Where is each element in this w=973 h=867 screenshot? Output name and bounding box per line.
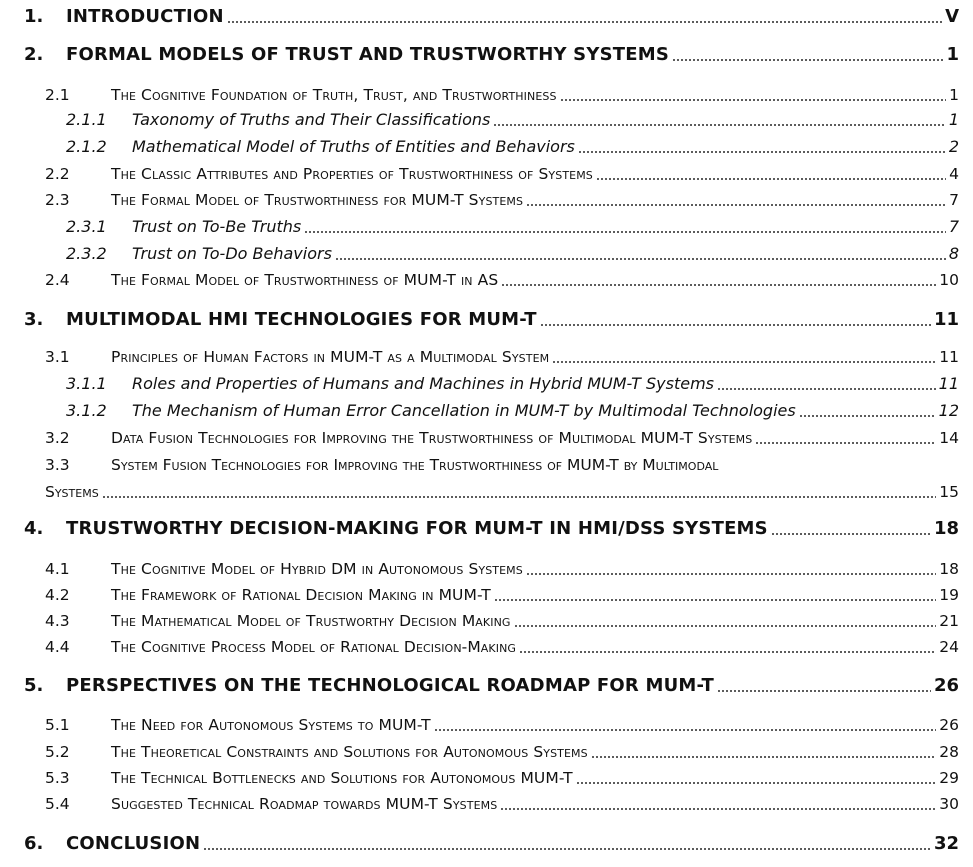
dot-leader <box>493 124 945 126</box>
entry-title: MULTIMODAL HMI TECHNOLOGIES FOR MUM-T <box>66 309 537 330</box>
entry-number: 4.3 <box>45 612 70 630</box>
dot-leader <box>591 756 937 758</box>
entry-number: 4.4 <box>45 638 70 656</box>
toc-entry-6[interactable] <box>24 834 959 854</box>
dot-leader <box>672 59 943 61</box>
entry-number: 3.2 <box>45 429 70 447</box>
toc-entry-3-1[interactable] <box>45 347 959 367</box>
entry-page: 18 <box>939 560 959 578</box>
dot-leader <box>203 848 931 850</box>
entry-number: 4.2 <box>45 586 70 604</box>
toc-entry-2-2[interactable] <box>45 164 959 184</box>
entry-page: 1 <box>946 44 959 65</box>
entry-number: 3.1 <box>45 348 70 366</box>
dot-leader <box>514 625 937 627</box>
toc-entry-5[interactable] <box>24 676 959 696</box>
entry-title: INTRODUCTION <box>66 6 224 27</box>
entry-number: 2.1.1 <box>66 110 107 129</box>
entry-title: FORMAL MODELS OF TRUST AND TRUSTWORTHY SYSTEMS <box>66 44 669 65</box>
entry-title: The Technical Bottlenecks and Solutions for Autonomous MUM-T <box>111 769 573 787</box>
entry-title: The Formal Model of Trustworthiness of MUM-T in AS <box>111 271 499 289</box>
toc-entry-4-3[interactable] <box>45 611 959 631</box>
entry-title: The Cognitive Foundation of Truth, Trust, and Trustworthiness <box>111 86 557 104</box>
entry-number: 5.4 <box>45 795 70 813</box>
entry-title: The Framework of Rational Decision Making in MUM-T <box>111 586 491 604</box>
toc-entry-3[interactable] <box>24 310 959 330</box>
dot-leader <box>526 573 936 575</box>
entry-number: 4.1 <box>45 560 70 578</box>
entry-number: 6. <box>24 833 44 854</box>
dot-leader <box>799 415 936 417</box>
entry-page: 24 <box>939 638 959 656</box>
dot-leader <box>494 599 936 601</box>
entry-page: 10 <box>939 271 959 289</box>
toc-entry-2[interactable] <box>24 45 959 65</box>
entry-page: 21 <box>939 612 959 630</box>
toc-entry-2-1-2[interactable] <box>66 137 959 157</box>
entry-page: 4 <box>949 165 959 183</box>
dot-leader <box>227 21 942 23</box>
dot-leader <box>560 99 947 101</box>
entry-title: The Formal Model of Trustworthiness for MUM-T Systems <box>111 191 524 209</box>
toc-entry-4-2[interactable] <box>45 585 959 605</box>
entry-title: The Classic Attributes and Properties of Trustworthiness of Systems <box>111 165 593 183</box>
toc-entry-3-1-1[interactable] <box>66 374 959 394</box>
entry-number: 1. <box>24 6 44 27</box>
toc-entry-3-2[interactable] <box>45 428 959 448</box>
entry-number: 2.2 <box>45 165 70 183</box>
entry-number: 2.1 <box>45 86 70 104</box>
dot-leader <box>578 151 946 153</box>
entry-page: 30 <box>939 795 959 813</box>
toc-entry-5-2[interactable] <box>45 742 959 762</box>
dot-leader <box>526 204 946 206</box>
entry-title: PERSPECTIVES ON THE TECHNOLOGICAL ROADMAP FOR MUM-T <box>66 675 714 696</box>
entry-number: 2.3.1 <box>66 217 107 236</box>
entry-number: 3.1.1 <box>66 374 107 393</box>
entry-number: 2.1.2 <box>66 137 107 156</box>
entry-number: 4. <box>24 518 44 539</box>
toc-entry-2-1[interactable] <box>45 85 959 105</box>
entry-title: TRUSTWORTHY DECISION-MAKING FOR MUM-T IN HMI/DSS SYSTEMS <box>66 518 768 539</box>
entry-page: 2 <box>948 137 959 156</box>
dot-leader <box>335 258 946 260</box>
entry-page: V <box>945 6 959 27</box>
toc-entry-2-3-1[interactable] <box>66 217 959 237</box>
entry-page: 7 <box>948 217 959 236</box>
entry-page: 12 <box>938 401 959 420</box>
dot-leader <box>304 231 946 233</box>
dot-leader <box>717 388 936 390</box>
entry-page: 28 <box>939 743 959 761</box>
entry-page: 14 <box>939 429 959 447</box>
entry-page: 15 <box>939 483 959 501</box>
entry-title: Principles of Human Factors in MUM-T as a Multimodal System <box>111 348 550 366</box>
entry-page: 11 <box>933 309 959 330</box>
entry-title: Mathematical Model of Truths of Entities and Behaviors <box>132 137 575 156</box>
dot-leader <box>771 533 931 535</box>
dot-leader <box>102 496 937 498</box>
entry-number: 2.4 <box>45 271 70 289</box>
toc-entry-5-1[interactable] <box>45 715 959 735</box>
entry-page: 26 <box>933 675 959 696</box>
entry-page: 1 <box>948 110 959 129</box>
entry-page: 1 <box>949 86 959 104</box>
toc-entry-4-1[interactable] <box>45 559 959 579</box>
entry-title: Taxonomy of Truths and Their Classifications <box>132 110 491 129</box>
toc-entry-5-4[interactable] <box>45 794 959 814</box>
entry-page: 11 <box>938 374 959 393</box>
dot-leader <box>501 284 936 286</box>
toc-entry-4-4[interactable] <box>45 637 959 657</box>
entry-page: 8 <box>948 244 959 263</box>
entry-title: Suggested Technical Roadmap towards MUM-T Systems <box>111 795 498 813</box>
toc-entry-2-4[interactable] <box>45 270 959 290</box>
toc-entry-2-1-1[interactable] <box>66 110 959 130</box>
toc-entry-2-3-2[interactable] <box>66 244 959 264</box>
toc-entry-2-3[interactable] <box>45 190 959 210</box>
entry-title: The Cognitive Process Model of Rational Decision-Making <box>111 638 517 656</box>
entry-title: The Theoretical Constraints and Solutions for Autonomous Systems <box>111 743 588 761</box>
dot-leader <box>434 729 937 731</box>
entry-title: Trust on To-Be Truths <box>132 217 302 236</box>
entry-title: System Fusion Technologies for Improving the Trustworthiness of MUM-T by Multimodal <box>111 456 719 474</box>
entry-number: 2.3 <box>45 191 70 209</box>
dot-leader <box>717 690 931 692</box>
entry-page: 7 <box>949 191 959 209</box>
dot-leader <box>500 808 936 810</box>
dot-leader <box>552 361 936 363</box>
entry-page: 11 <box>939 348 959 366</box>
entry-title: Data Fusion Technologies for Improving the Trustworthiness of Multimodal MUM-T Systems <box>111 429 753 447</box>
entry-page: 19 <box>939 586 959 604</box>
toc-entry-4[interactable] <box>24 519 959 539</box>
entry-number: 5.2 <box>45 743 70 761</box>
entry-number: 5. <box>24 675 44 696</box>
dot-leader <box>596 178 946 180</box>
entry-number: 3.1.2 <box>66 401 107 420</box>
entry-title: The Cognitive Model of Hybrid DM in Autonomous Systems <box>111 560 523 578</box>
entry-page: 29 <box>939 769 959 787</box>
entry-number: 2. <box>24 44 44 65</box>
dot-leader <box>540 324 931 326</box>
entry-title: The Need for Autonomous Systems to MUM-T <box>111 716 431 734</box>
entry-title: The Mathematical Model of Trustworthy Decision Making <box>111 612 511 630</box>
entry-number: 3.3 <box>45 456 70 474</box>
entry-title: Roles and Properties of Humans and Machines in Hybrid MUM-T Systems <box>132 374 714 393</box>
toc-entry-5-3[interactable] <box>45 768 959 788</box>
entry-page: 32 <box>933 833 959 854</box>
dot-leader <box>755 442 936 444</box>
entry-page: 26 <box>939 716 959 734</box>
toc-entry-3-1-2[interactable] <box>66 401 959 421</box>
entry-page: 18 <box>933 518 959 539</box>
toc-entry-3-3[interactable] <box>45 455 959 475</box>
entry-number: 5.1 <box>45 716 70 734</box>
toc-entry-1[interactable] <box>24 7 959 27</box>
entry-title: Trust on To-Do Behaviors <box>132 244 332 263</box>
entry-title-continued: Systems <box>45 483 99 501</box>
toc-entry-3-3-continued[interactable] <box>45 482 959 502</box>
entry-number: 3. <box>24 309 44 330</box>
entry-number: 2.3.2 <box>66 244 107 263</box>
entry-title: CONCLUSION <box>66 833 201 854</box>
dot-leader <box>519 651 936 653</box>
entry-number: 5.3 <box>45 769 70 787</box>
dot-leader <box>576 782 937 784</box>
entry-title: The Mechanism of Human Error Cancellation in MUM-T by Multimodal Technologies <box>132 401 796 420</box>
